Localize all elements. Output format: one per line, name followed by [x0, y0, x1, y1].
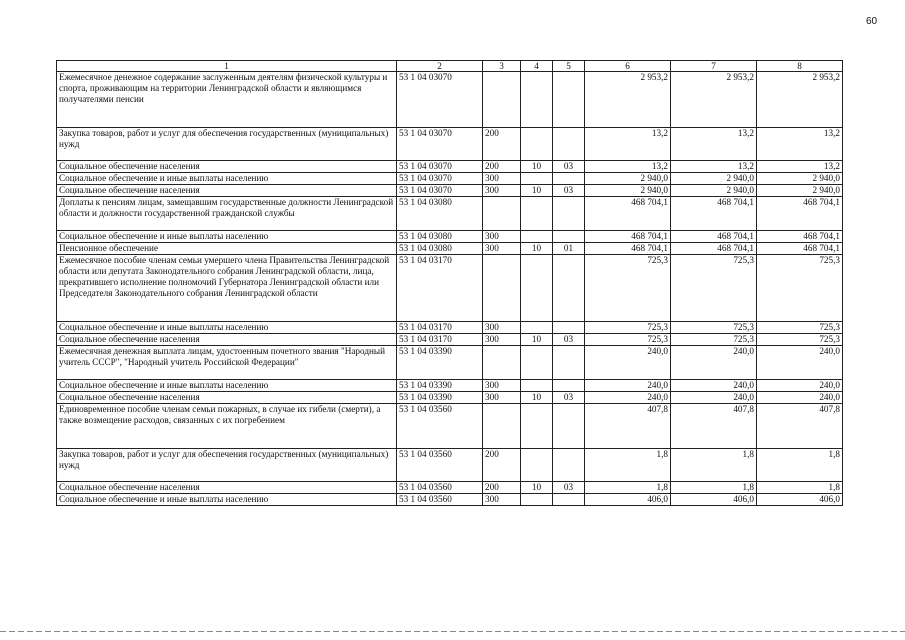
- table-row: [57, 255, 843, 322]
- row-name: Социальное обеспечение населения: [57, 392, 397, 404]
- page-number: 60: [866, 16, 878, 27]
- row-value-8: 468 704,1: [757, 243, 843, 255]
- table-row: [57, 334, 843, 346]
- table-row: [57, 322, 843, 334]
- row-subsection: [553, 197, 585, 231]
- row-subsection: 01: [553, 243, 585, 255]
- row-expense-type: 300: [483, 494, 521, 506]
- row-value-7: 1,8: [671, 449, 757, 482]
- row-code: 53 1 04 03170: [397, 322, 483, 334]
- row-name: Закупка товаров, работ и услуг для обеспечения государственных (муниципальных) нужд: [57, 128, 397, 161]
- row-expense-type: [483, 346, 521, 380]
- row-value-6: 2 940,0: [585, 173, 671, 185]
- row-value-6: 13,2: [585, 161, 671, 173]
- row-expense-type: 300: [483, 392, 521, 404]
- row-value-6: 407,8: [585, 404, 671, 449]
- row-value-8: 468 704,1: [757, 231, 843, 243]
- row-value-8: 1,8: [757, 449, 843, 482]
- row-name: Социальное обеспечение и иные выплаты населению: [57, 380, 397, 392]
- row-name: Ежемесячное пособие членам семьи умершего члена Правительства Ленинградской области или депутата Законодательного собрания Ленинградской области, лица, прекратившего исполнение полномочий Губернатора Ленинградской области или Председателя Законодательного собрания Ленинградской области: [57, 255, 397, 322]
- row-section: [521, 173, 553, 185]
- row-value-6: 406,0: [585, 494, 671, 506]
- row-code: 53 1 04 03560: [397, 494, 483, 506]
- header-row: [57, 61, 843, 72]
- column-header: 8: [757, 61, 843, 72]
- row-expense-type: 200: [483, 449, 521, 482]
- row-name: Ежемесячное денежное содержание заслуженным деятелям физической культуры и спорта, проживающим на территории Ленинградской области и являющимся получателями пенсии: [57, 72, 397, 128]
- row-section: 10: [521, 392, 553, 404]
- row-section: [521, 494, 553, 506]
- row-code: 53 1 04 03390: [397, 392, 483, 404]
- row-value-7: 2 953,2: [671, 72, 757, 128]
- row-section: [521, 72, 553, 128]
- row-value-7: 468 704,1: [671, 243, 757, 255]
- row-value-6: 725,3: [585, 255, 671, 322]
- row-value-8: 240,0: [757, 392, 843, 404]
- table-row: [57, 72, 843, 128]
- row-value-8: 240,0: [757, 380, 843, 392]
- row-subsection: [553, 380, 585, 392]
- row-section: 10: [521, 185, 553, 197]
- row-code: 53 1 04 03560: [397, 449, 483, 482]
- row-value-6: 2 940,0: [585, 185, 671, 197]
- row-name: Социальное обеспечение и иные выплаты населению: [57, 231, 397, 243]
- table-row: [57, 449, 843, 482]
- column-header: 6: [585, 61, 671, 72]
- table-body: [57, 72, 843, 506]
- row-code: 53 1 04 03560: [397, 482, 483, 494]
- row-expense-type: 300: [483, 185, 521, 197]
- row-value-7: 725,3: [671, 255, 757, 322]
- row-subsection: 03: [553, 334, 585, 346]
- column-header: 5: [553, 61, 585, 72]
- row-name: Социальное обеспечение населения: [57, 185, 397, 197]
- row-value-8: 1,8: [757, 482, 843, 494]
- row-code: 53 1 04 03070: [397, 173, 483, 185]
- row-subsection: [553, 346, 585, 380]
- row-value-8: 725,3: [757, 334, 843, 346]
- row-value-7: 2 940,0: [671, 185, 757, 197]
- column-header: 1: [57, 61, 397, 72]
- row-expense-type: 300: [483, 173, 521, 185]
- row-section: 10: [521, 161, 553, 173]
- row-expense-type: 300: [483, 334, 521, 346]
- row-value-7: 13,2: [671, 161, 757, 173]
- row-code: 53 1 04 03080: [397, 231, 483, 243]
- table-row: [57, 231, 843, 243]
- row-subsection: [553, 404, 585, 449]
- row-value-7: 240,0: [671, 392, 757, 404]
- row-value-6: 240,0: [585, 380, 671, 392]
- row-section: [521, 231, 553, 243]
- row-section: [521, 255, 553, 322]
- row-subsection: [553, 494, 585, 506]
- row-value-8: 468 704,1: [757, 197, 843, 231]
- row-subsection: 03: [553, 185, 585, 197]
- row-value-8: 407,8: [757, 404, 843, 449]
- row-value-7: 1,8: [671, 482, 757, 494]
- row-subsection: [553, 72, 585, 128]
- table-row: [57, 404, 843, 449]
- row-subsection: [553, 255, 585, 322]
- row-value-6: 468 704,1: [585, 231, 671, 243]
- row-code: 53 1 04 03390: [397, 346, 483, 380]
- row-subsection: [553, 173, 585, 185]
- row-code: 53 1 04 03390: [397, 380, 483, 392]
- row-value-8: 2 940,0: [757, 173, 843, 185]
- row-value-6: 1,8: [585, 449, 671, 482]
- row-subsection: 03: [553, 392, 585, 404]
- row-name: Ежемесячная денежная выплата лицам, удостоенным почетного звания "Народный учитель СССР", "Народный учитель Российской Федерации": [57, 346, 397, 380]
- row-name: Социальное обеспечение населения: [57, 161, 397, 173]
- row-section: [521, 322, 553, 334]
- row-value-6: 725,3: [585, 334, 671, 346]
- table-row: [57, 161, 843, 173]
- row-value-7: 407,8: [671, 404, 757, 449]
- row-expense-type: 200: [483, 161, 521, 173]
- row-code: 53 1 04 03560: [397, 404, 483, 449]
- table-row: [57, 185, 843, 197]
- row-subsection: 03: [553, 482, 585, 494]
- row-value-8: 406,0: [757, 494, 843, 506]
- row-subsection: [553, 322, 585, 334]
- table-row: [57, 128, 843, 161]
- table-row: [57, 243, 843, 255]
- row-value-7: 725,3: [671, 322, 757, 334]
- row-code: 53 1 04 03070: [397, 185, 483, 197]
- row-section: 10: [521, 243, 553, 255]
- row-section: [521, 346, 553, 380]
- row-value-7: 240,0: [671, 380, 757, 392]
- table-row: [57, 494, 843, 506]
- row-value-6: 725,3: [585, 322, 671, 334]
- row-section: [521, 197, 553, 231]
- table-row: [57, 173, 843, 185]
- table-row: [57, 380, 843, 392]
- row-value-7: 725,3: [671, 334, 757, 346]
- row-value-6: 1,8: [585, 482, 671, 494]
- row-value-7: 468 704,1: [671, 197, 757, 231]
- table-row: [57, 392, 843, 404]
- column-header: 7: [671, 61, 757, 72]
- row-name: Закупка товаров, работ и услуг для обеспечения государственных (муниципальных) нужд: [57, 449, 397, 482]
- row-code: 53 1 04 03170: [397, 334, 483, 346]
- row-subsection: [553, 128, 585, 161]
- row-code: 53 1 04 03070: [397, 72, 483, 128]
- row-value-8: 13,2: [757, 161, 843, 173]
- row-subsection: 03: [553, 161, 585, 173]
- row-expense-type: [483, 197, 521, 231]
- row-expense-type: [483, 255, 521, 322]
- row-value-6: 240,0: [585, 392, 671, 404]
- row-section: 10: [521, 334, 553, 346]
- scan-edge-line: [0, 631, 905, 632]
- row-value-6: 2 953,2: [585, 72, 671, 128]
- row-expense-type: 200: [483, 128, 521, 161]
- row-value-8: 240,0: [757, 346, 843, 380]
- row-code: 53 1 04 03170: [397, 255, 483, 322]
- row-expense-type: 300: [483, 243, 521, 255]
- row-name: Единовременное пособие членам семьи пожарных, в случае их гибели (смерти), а также возмещение расходов, связанных с их погребением: [57, 404, 397, 449]
- row-name: Социальное обеспечение и иные выплаты населению: [57, 173, 397, 185]
- row-value-6: 468 704,1: [585, 243, 671, 255]
- row-value-8: 725,3: [757, 322, 843, 334]
- row-section: [521, 404, 553, 449]
- table-row: [57, 197, 843, 231]
- row-subsection: [553, 231, 585, 243]
- row-section: 10: [521, 482, 553, 494]
- row-code: 53 1 04 03080: [397, 197, 483, 231]
- row-name: Социальное обеспечение населения: [57, 334, 397, 346]
- table-row: [57, 346, 843, 380]
- row-name: Доплаты к пенсиям лицам, замещавшим государственные должности Ленинградской области и должности государственной гражданской службы: [57, 197, 397, 231]
- row-section: [521, 128, 553, 161]
- row-code: 53 1 04 03070: [397, 128, 483, 161]
- row-expense-type: [483, 404, 521, 449]
- row-value-7: 2 940,0: [671, 173, 757, 185]
- row-value-6: 13,2: [585, 128, 671, 161]
- row-value-7: 13,2: [671, 128, 757, 161]
- row-expense-type: 200: [483, 482, 521, 494]
- row-value-8: 2 953,2: [757, 72, 843, 128]
- row-name: Социальное обеспечение населения: [57, 482, 397, 494]
- row-code: 53 1 04 03070: [397, 161, 483, 173]
- row-value-7: 468 704,1: [671, 231, 757, 243]
- column-header: 2: [397, 61, 483, 72]
- column-header: 4: [521, 61, 553, 72]
- row-value-7: 240,0: [671, 346, 757, 380]
- row-section: [521, 449, 553, 482]
- row-subsection: [553, 449, 585, 482]
- row-name: Пенсионное обеспечение: [57, 243, 397, 255]
- budget-table: [56, 60, 843, 506]
- row-value-8: 725,3: [757, 255, 843, 322]
- row-expense-type: 300: [483, 380, 521, 392]
- row-value-8: 2 940,0: [757, 185, 843, 197]
- column-header: 3: [483, 61, 521, 72]
- row-value-8: 13,2: [757, 128, 843, 161]
- row-value-7: 406,0: [671, 494, 757, 506]
- row-value-6: 240,0: [585, 346, 671, 380]
- row-name: Социальное обеспечение и иные выплаты населению: [57, 494, 397, 506]
- row-name: Социальное обеспечение и иные выплаты населению: [57, 322, 397, 334]
- table-row: [57, 482, 843, 494]
- row-code: 53 1 04 03080: [397, 243, 483, 255]
- row-expense-type: 300: [483, 322, 521, 334]
- row-value-6: 468 704,1: [585, 197, 671, 231]
- row-expense-type: 300: [483, 231, 521, 243]
- row-section: [521, 380, 553, 392]
- row-expense-type: [483, 72, 521, 128]
